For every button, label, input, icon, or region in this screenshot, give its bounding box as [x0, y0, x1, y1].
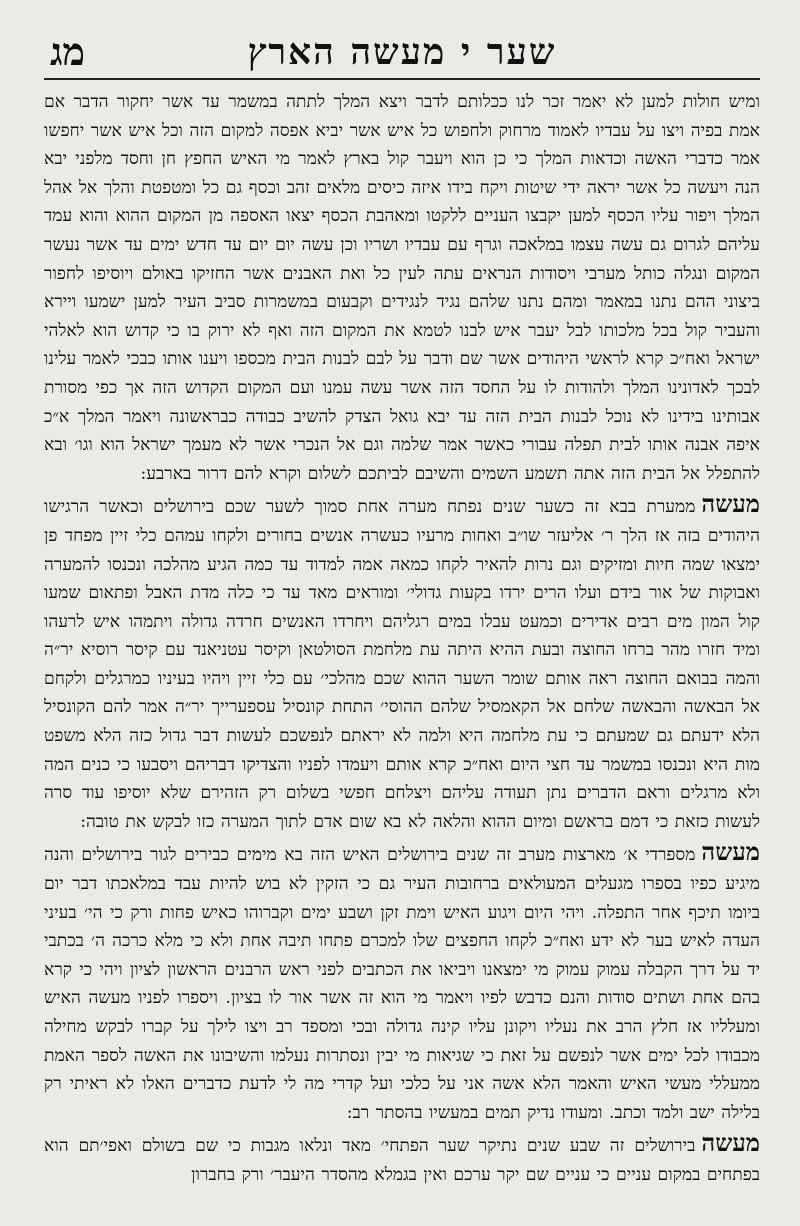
- body-text: [44, 88, 760, 1190]
- paragraph-1: [44, 88, 760, 488]
- paragraph-2: [44, 490, 760, 836]
- paragraph-text: ומיש חולות למען לא יאמר זכר לנו ככלותם לדבר ויצא המלך לתתה במשמר עד אשר יחקור הדבר אם אמת בפיה ויצו על עבדיו לאמוד מרחוק ולחפוש כל איש אשר יביא אפסה למקום הזה וכל איש אשר יחפשו אמר כדברי האשה וכדאות המלך כי כן הוא ויעבר קול בארץ לאמר מי האיש החפץ חן וחסד מלפני יבא הנה ויעשה כל אשר יראה ידי שיטות ויקח בידו איזה כיסים מלאים זהב וכסף גם כל ומטפטת והלך אל אהל המלך ויפור עליו הכסף למען יקבצו העניים ללקטו ומאהבת הכסף יצאו האספה מן המקום ההוא והוא עמד עליהם לגרום גם עשה עצמו במלאכה וגרף עם עבדיו ושריו וכן עשה יום יום עד חדש ימים עד אשר נעשר המקום ונגלה כותל מערבי ויסודות הנראים עתה לעין כל ואת האבנים אשר החזיקו באולם ויוסיפו לחפור ביצוני ההם נתנו במאמר ומהם נתנו שלהם נגיד לנגידים וקבעום במשמרות סביב העיר למען ישמעו ויירא והעביר קול בכל מלכותו לבל יעבר איש לבנו לטמא את המקום הזה ואף לא ירוק בו כי קדוש הוא לאלהי ישראל ואח״כ קרא לראשי היהודים אשר שם ודבר על לבם לבנות הבית מכספו ויענו אותו כבכי לאמר עלינו לבכך לאדונינו המלך ולהודות לו על החסד הזה אשר עשה עמנו ועם המקום הקדוש הזה אך כפי מסורת אבותינו בידינו לא נוכל לבנות הבית הזה עד יבא גואל הצדק להשיב כבודה כבראשונה ויאמר המלך א״כ איפה אבנה אותו לבית תפלה עבורי כאשר אמר שלמה וגם אל הנכרי אשר לא מעמך ישראל הוא וגו׳ ובא להתפלל אל הבית הזה אתה תשמע השמים והשיבם לביתכם לשלום וקרא להם דרור בארבע:: [44, 92, 760, 484]
- paragraph-text: בירושלים זה שבע שנים נתיקר שער הפתחי׳ מאד ונלאו מגבות כי שם בשולם ואפי׳תם הוא בפתחים במקום עניים כי עניים שם יקר ערכם ואין בגמלא מהסדר היעבר׳ ורק בחברון: [44, 1136, 760, 1185]
- paragraph-3: [44, 838, 760, 1127]
- paragraph-text: מספרדי א׳ מארצות מערב זה שנים בירושלים האיש הזה בא מימים כבירים לגור בירושלים והנה מיגיע כפיו בספרו מגעלים המעולאים ברחובות העיר גם כי הזקין לא בוש להיות עבד במלאכתו דבר יום ביומו תיכף אחר התפלה. ויהי היום ויגוע האיש וימת זקן ושבע ימים וקברוהו כאיש פחות ורק כי הי׳ בעיני העדה לאיש בער לא ידע ואח״כ לקחו החפצים שלו למכרם פתחו תיבה אחת ולא כי מלא כרכה ה׳ בכתבי יד על דרך הקבלה עמוק עמוק מי ימצאנו ויביאו את הכתבים לפני ראש הרבנים הראשון לציון ויהי כי קרא בהם אחת ושתים סודות והנם כדבש לפיו ויאמר מי הוא זה אשר אור לו בציון. ויספרו לפניו מעשה האיש ומעלליו אז חלץ הרב את נעליו ויקונן עליו קינה גדולה ובכי ומספד רב ויצו לילך על קברו לבקש מחילה מכבודו לכל ימים אשר לנפשם על זאת כי שגיאות מי יבין ונסתרות נעלמו והשיבונו את האשה לספר האמת ממעללי מעשי האיש והאמר הלא אשה אני על כלכי ועל קדרי מה לי לדעת כדברים האלו לא ראיתי רק בלילה ישב ולמד וכתב. ומעודו נדיק תמים במעשיו בהסתר רב:: [44, 845, 760, 1123]
- page-number: מג: [50, 29, 86, 74]
- running-title: שער י מעשה הארץ: [247, 31, 557, 73]
- paragraph-4: [44, 1129, 760, 1189]
- paragraph-lead-word: מעשה: [701, 1128, 760, 1158]
- page-header: [44, 30, 760, 80]
- paragraph-text: ממערת בבא זה כשער שנים נפתח מערה אחת סמוך לשער שכם בירושלים וכאשר הרגישו היהודים בזה אז הלך ר׳ אליעזר שו״ב ואחות מרעיו כעשרה אנשים בחורים ולקחו עמהם כלי זיין מפחד פן ימצאו שמה חיות ומזיקים וגם נרות להאיר לקחו כמאה אמה למדוד עד כמה הגיע מהלכה ונכנסו להמערה ואבוקות של אור בידם ועלו הרים ירדו בקעות גדולי׳ ומוראים מאד עד כי כלה מדת האבל ופתאום שמעו קול המון מים רבים אדירים וכמעט עבלו במים רגליהם ויחרדו האנשים חרדה גדולה ויתמהו איש לרעהו ומיד חזרו מהר ברחו החוצה ובעת ההיא היתה עת מלחמת הסולטאן וקיסר עטניאנד עם קיסר רוסיא יר״ה והמה בבואם החוצה ראה אותם שומר השער ההוא שכם מהלכי׳ עם כלי זיין ויהיו בעיניו כמרגלים ולקחם אל הבאשה והבאשה שלחם אל הקאמסיל שלהם ההוסי׳ התחת קונסיל עספערייך יר״ה אמר להם הקונסיל הלא ידעתם גם שמעתם כי עת מלחמה היא ולמה לא יראתם לנפשכם לעשות דבר גדול כזה הלא משפט מות היא ונכנסו במשמר עד חצי היום ואח״כ קרא אותם ויעמדו לפניו והצדיקו דבריהם ויסבעו כי כנים המה ולא מרגלים וראם הדברים נתן תעודה עליהם ויצלחם חפשי בשלום רק הזהירם שלא יוסיפו עוד סרה לעשות כזאת כי דמם בראשם ומיום ההוא והלאה לא בא שום אדם לתוך המערה כזו לבקש את טובה:: [44, 497, 760, 832]
- paragraph-lead-word: מעשה: [701, 489, 760, 519]
- paragraph-lead-word: מעשה: [701, 837, 760, 867]
